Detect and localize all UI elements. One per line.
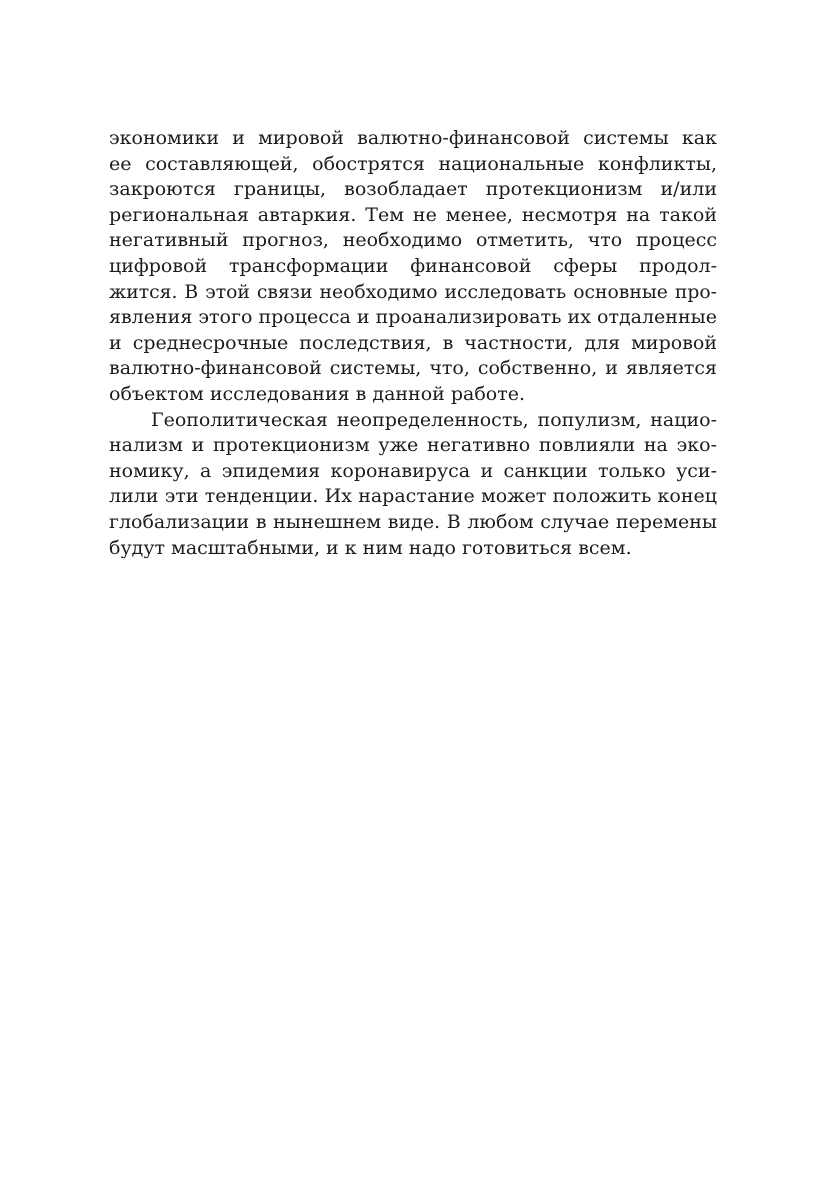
text-line: лили эти тенденции. Их нарастание может положить конец (109, 485, 717, 508)
text-line: экономики и мировой валютно-финансовой системы как (109, 127, 717, 149)
text-line: региональная автаркия. Тем не менее, несмотря на такой (109, 203, 717, 226)
text-line: явления этого процесса и проанализировать их отдаленные (109, 306, 717, 329)
text-line: объектом исследования в данной работе. (109, 382, 526, 405)
text-line: негативный прогноз, необходимо отметить, что процесс (109, 229, 717, 252)
text-line: глобализации в нынешнем виде. В любом случае перемены (109, 510, 717, 533)
page-body (109, 126, 717, 561)
text-line: Геополитическая неопределенность, популизм, нацио- (151, 408, 717, 431)
paragraph-2 (109, 408, 717, 562)
text-line: валютно-финансовой системы, что, собственно, и является (109, 357, 717, 380)
text-line: ее составляющей, обострятся национальные конфликты, (109, 152, 717, 175)
text-line: будут масштабными, и к ним надо готовиться всем. (109, 536, 632, 559)
text-line: нализм и протекционизм уже негативно повлияли на эко- (109, 434, 717, 457)
text-line: жится. В этой связи необходимо исследовать основные про- (109, 281, 717, 303)
text-line: и среднесрочные последствия, в частности, для мировой (109, 331, 717, 354)
paragraph-1 (109, 126, 717, 408)
text-line: номику, а эпидемия коронавируса и санкции только уси- (109, 459, 717, 482)
text-line: закроются границы, возобладает протекционизм и/или (109, 178, 717, 201)
text-line: цифровой трансформации финансовой сферы продол- (109, 254, 717, 277)
